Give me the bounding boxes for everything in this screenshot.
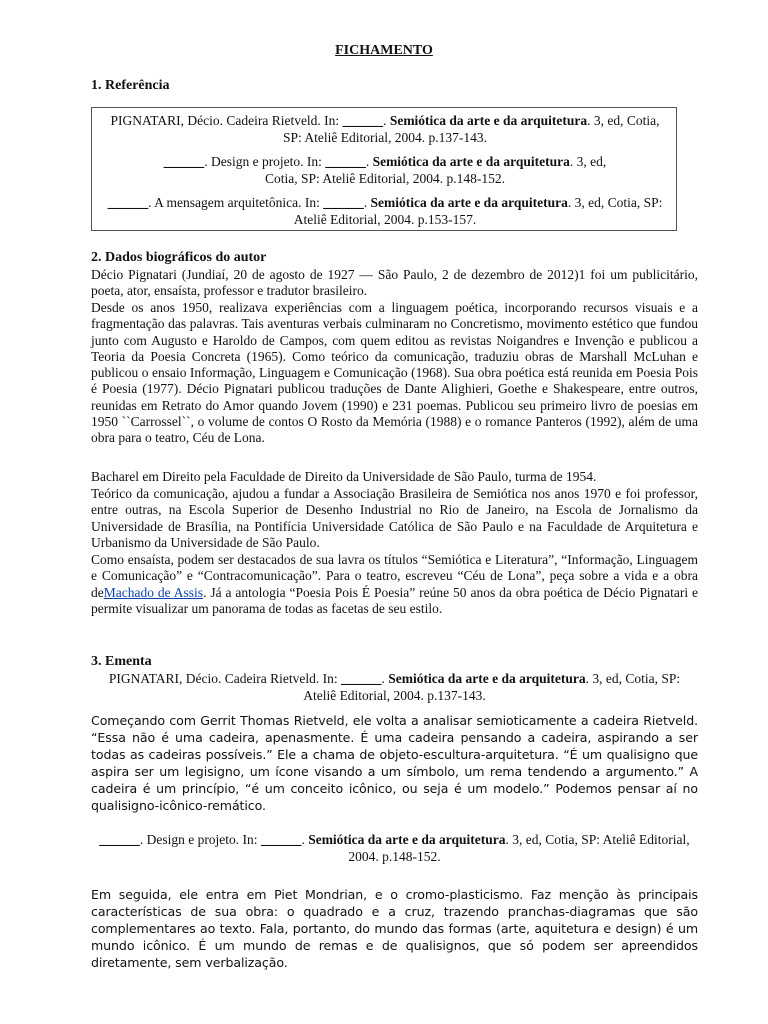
ementa-reference: [91, 832, 698, 865]
ref-text: . Design e projeto. In:: [204, 154, 326, 169]
ref-book-title: Semiótica da arte e da arquitetura: [372, 154, 570, 169]
ref-blank: ______: [163, 154, 205, 169]
ref-text: . 3, ed, Cotia, SP: Ateliê Editorial, 2004. p.148-152.: [265, 154, 607, 186]
ementa-paragraph: Em seguida, ele entra em Piet Mondrian, e o cromo-plasticismo. Faz menção às principais características de sua obra: o quadrado e a cruz, trazendo pranchas-diagramas que são complementares ao texto. Fala, portanto, do mundo das formas (arte, aquitetura e design) é um mundo icônico. É um mundo de remas e de qualisignos, que só podem ser apreendidos diretamente, sem verbalização.: [91, 887, 698, 970]
bio-paragraph: Desde os anos 1950, realizava experiências com a linguagem poética, incorporando recursos visuais e a fragmentação das palavras. Tais aventuras verbais culminaram no Concretismo, movimento estético que fundou junto com Augusto e Haroldo de Campos, com quem editou as revistas Noigandres e Invenção e publicou a Teoria da Poesia Concreta (1965). Como teórico da comunicação, traduziu obras de Marshall McLuhan e publicou o ensaio Informação, Linguagem e Comunicação (1968). Sua obra poética está reunida em Poesia Pois é Poesia (1977). Décio Pignatari publicou traduções de Dante Alighieri, Goethe e Shakespeare, entre outros, reunidas em Retrato do Amor quando Jovem (1990) e 231 poemas. Publicou seu primeiro livro de poesias em 1950 ``Carrossel``, o volume de contos O Rosto da Memória (1988) e o romance Panteros (1992), além de uma obra para o teatro, Céu de Lona.: [91, 300, 698, 446]
reference-entry: [92, 194, 678, 228]
ref-book-title: Semiótica da arte e da arquitetura: [389, 113, 588, 128]
document-title: FICHAMENTO: [335, 43, 433, 58]
ref-book-title: Semiótica da arte e da arquitetura: [370, 195, 568, 210]
reference-entry: [92, 153, 678, 187]
ref-text: . 3, ed, Cotia, SP: Ateliê Editorial, 2004. p.153-157.: [293, 195, 663, 227]
ref-book-title: Semiótica da arte e da arquitetura: [388, 671, 586, 686]
bio-text: . Já a antologia “Poesia Pois É Poesia” reúne 50 anos da obra poética de Décio Pignatari e permite visualizar um panorama de todas as facetas de seu estilo.: [91, 584, 698, 616]
bio-paragraph: Bacharel em Direito pela Faculdade de Direito da Universidade de São Paulo, turma de 1954.: [91, 469, 597, 484]
ref-text: . 3, ed, Cotia, SP: Ateliê Editorial, 2004. p.137-143.: [303, 671, 681, 703]
bio-text: Como ensaísta, podem ser destacados de sua lavra os títulos “Semiótica e Literatura”, “Informação, Linguagem e Comunicação” e “Contracomunicação”. Para o teatro, escreveu “Céu de Lona”, peça sobre a vida e a obra de: [91, 552, 698, 600]
bio-paragraph: Teórico da comunicação, ajudou a fundar a Associação Brasileira de Semiótica nos anos 1970 e foi professor, entre outras, na Escola Superior de Desenho Industrial no Rio de Janeiro, na Escola de Jornalismo da Universidade de Brasília, na Pontifícia Universidade Católica de São Paulo e na Faculdade de Arquitetura e Urbanismo da Universidade de São Paulo.: [91, 486, 698, 550]
bio-paragraph: [91, 552, 698, 617]
ref-blank: ______: [323, 195, 364, 210]
ref-blank: ______: [325, 154, 366, 169]
ref-text: .: [381, 671, 389, 686]
ref-text: .: [383, 113, 390, 128]
ref-text: .: [363, 195, 371, 210]
ref-blank: ______: [99, 832, 140, 847]
ref-blank: ______: [107, 195, 149, 210]
ref-text: . Design e projeto. In:: [139, 832, 261, 847]
ref-blank: ______: [341, 671, 382, 686]
ref-text: PIGNATARI, Décio. Cadeira Rietveld. In:: [110, 113, 343, 128]
ref-text: . 3, ed, Cotia, SP: Ateliê Editorial, 2004. p.137-143.: [283, 113, 660, 145]
ref-text: . A mensagem arquitetônica. In:: [148, 195, 324, 210]
ref-blank: ______: [260, 832, 302, 847]
ementa-paragraph: Começando com Gerrit Thomas Rietveld, ele volta a analisar semioticamente a cadeira Rietveld. “Essa não é uma cadeira, apenasmente. É uma cadeira pensando a cadeira, aspirando a ser todas as cadeiras possíveis.” Ele a chama de objeto-escultura-arquitetura. “É um qualisigno que aspira ser um legisigno, um ícone visando a um símbolo, um rema tendendo a argumento.” A cadeira é um princípio, “é um conceito icônico, ou seja é um modelo.” Podemos pensar aí no qualisigno-icônico-remático.: [91, 713, 698, 813]
ref-text: .: [365, 154, 373, 169]
reference-box: [91, 107, 677, 231]
machado-de-assis-link[interactable]: Machado de Assis: [103, 584, 204, 600]
ref-text: PIGNATARI, Décio. Cadeira Rietveld. In:: [108, 671, 341, 686]
section-heading-referencia: 1. Referência: [91, 78, 170, 93]
ref-text: .: [301, 832, 309, 847]
ref-book-title: Semiótica da arte e da arquitetura: [308, 832, 506, 847]
ref-blank: ______: [342, 113, 384, 128]
ref-text: . 3, ed, Cotia, SP: Ateliê Editorial, 2004. p.148-152.: [348, 832, 690, 864]
section-heading-ementa: 3. Ementa: [91, 654, 152, 669]
reference-entry: [92, 112, 678, 146]
ementa-reference: [91, 671, 698, 704]
section-heading-dados: 2. Dados biográficos do autor: [91, 250, 267, 265]
bio-paragraph: Décio Pignatari (Jundiaí, 20 de agosto de 1927 — São Paulo, 2 de dezembro de 2012)1 foi um publicitário, poeta, ator, ensaísta, professor e tradutor brasileiro.: [91, 267, 698, 299]
